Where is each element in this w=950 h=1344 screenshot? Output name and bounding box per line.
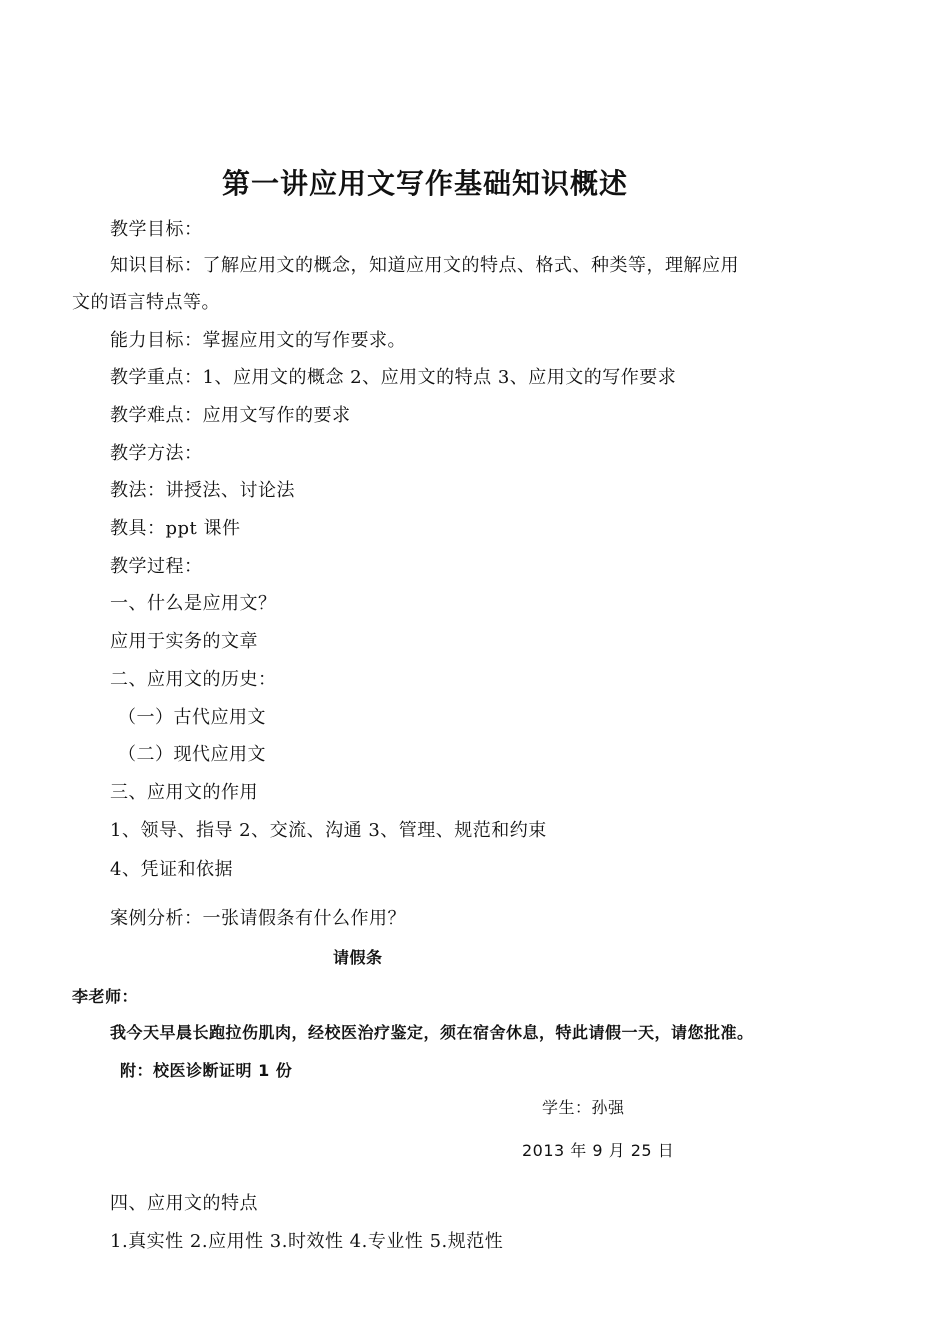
leave-note-title: 请假条 bbox=[333, 948, 383, 967]
knowledge-goal-line2: 文的语言特点等。 bbox=[72, 292, 220, 313]
section3-items-line1: 1、领导、指导 2、交流、沟通 3、管理、规范和约束 bbox=[110, 820, 547, 841]
goals-heading: 教学目标： bbox=[110, 219, 203, 240]
leave-note-date: 2013 年 9 月 25 日 bbox=[522, 1141, 675, 1160]
section4-heading: 四、应用文的特点 bbox=[110, 1193, 258, 1214]
section1-body: 应用于实务的文章 bbox=[110, 631, 258, 652]
section1-heading: 一、什么是应用文？ bbox=[110, 593, 277, 614]
leave-note-signature: 学生：孙强 bbox=[542, 1098, 625, 1117]
leave-note-salutation: 李老师： bbox=[72, 987, 139, 1006]
case-question: 案例分析：一张请假条有什么作用？ bbox=[110, 908, 406, 929]
document-title: 第一讲应用文写作基础知识概述 bbox=[221, 167, 628, 200]
process-heading: 教学过程： bbox=[110, 556, 203, 577]
section3-items-line2: 4、凭证和依据 bbox=[110, 859, 233, 880]
leave-note-body: 我今天早晨长跑拉伤肌肉，经校医治疗鉴定，须在宿舍休息，特此请假一天，请您批准。 bbox=[110, 1023, 754, 1042]
knowledge-goal-line1: 知识目标：了解应用文的概念，知道应用文的特点、格式、种类等，理解应用 bbox=[110, 255, 739, 276]
teaching-method: 教法：讲授法、讨论法 bbox=[110, 480, 295, 501]
section2-heading: 二、应用文的历史： bbox=[110, 669, 277, 690]
section4-items: 1.真实性 2.应用性 3.时效性 4.专业性 5.规范性 bbox=[110, 1231, 504, 1252]
key-points: 教学重点：1、应用文的概念 2、应用文的特点 3、应用文的写作要求 bbox=[110, 367, 677, 388]
difficulties: 教学难点：应用文写作的要求 bbox=[110, 405, 351, 426]
section2-item1: （一）古代应用文 bbox=[118, 707, 266, 728]
section3-heading: 三、应用文的作用 bbox=[110, 782, 258, 803]
leave-note-attachment: 附：校医诊断证明 1 份 bbox=[120, 1061, 293, 1080]
ability-goal: 能力目标：掌握应用文的写作要求。 bbox=[110, 330, 406, 351]
methods-heading: 教学方法： bbox=[110, 443, 203, 464]
teaching-tools: 教具：ppt 课件 bbox=[110, 518, 241, 539]
section2-item2: （二）现代应用文 bbox=[118, 744, 266, 765]
